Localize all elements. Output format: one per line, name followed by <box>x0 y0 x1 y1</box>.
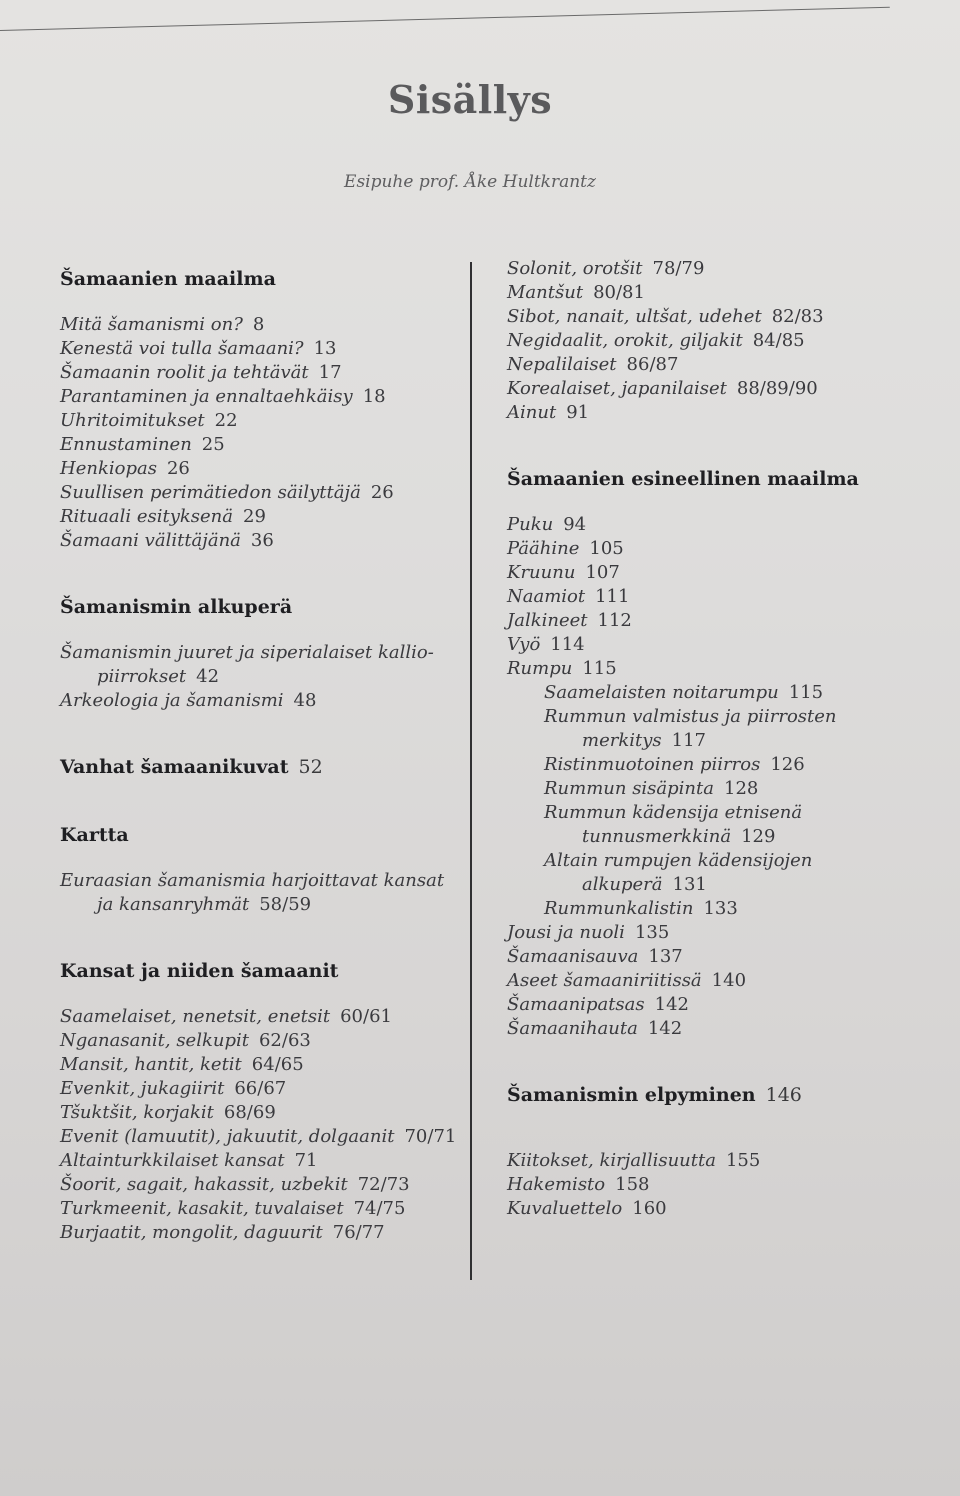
top-rule <box>0 7 890 31</box>
toc-entry <box>507 969 927 993</box>
toc-entry <box>507 609 927 633</box>
entry-page-number: 88/89/90 <box>736 378 818 399</box>
entry-title: Uhritoimitukset <box>60 410 205 431</box>
toc-entry <box>60 481 465 505</box>
entry-page-number: 8 <box>252 314 265 335</box>
heading-spacer <box>60 849 465 869</box>
entry-page-number: 58/59 <box>259 894 312 915</box>
entry-page-number: 105 <box>589 538 624 559</box>
toc-entry <box>507 401 927 425</box>
entry-page-number: 142 <box>654 994 689 1015</box>
entry-title: Rumpu <box>507 658 573 679</box>
entry-page-number: 60/61 <box>340 1006 392 1027</box>
entry-page-number: 64/65 <box>251 1054 304 1075</box>
entry-title: Euraasian šamanismia harjoittavat kansat <box>60 870 445 891</box>
entry-title: Rummun sisäpinta <box>544 778 714 799</box>
entry-list <box>60 313 465 553</box>
entry-title: Šamaani välittäjänä <box>60 530 241 551</box>
section-spacer <box>507 425 927 465</box>
toc-entry <box>507 281 927 305</box>
entry-page-number: 18 <box>362 386 386 407</box>
entry-title: Arkeologia ja šamanismi <box>60 690 284 711</box>
entry-page-number: 131 <box>672 874 707 895</box>
entry-title: Kruunu <box>507 562 576 583</box>
toc-entry <box>507 945 927 969</box>
entry-page-number: 112 <box>597 610 632 631</box>
toc-entry <box>60 689 465 713</box>
entry-title: Nepalilaiset <box>507 354 617 375</box>
entry-page-number: 114 <box>550 634 585 655</box>
section-heading <box>507 1081 927 1109</box>
toc-entry <box>507 777 927 801</box>
toc-entry <box>507 305 927 329</box>
toc-entry <box>507 729 927 753</box>
toc-entry <box>507 705 927 729</box>
continued-entry-list <box>507 257 927 425</box>
entry-title: Ristinmuotoinen piirros <box>544 754 761 775</box>
toc-entry <box>507 1173 927 1197</box>
entry-page-number: 68/69 <box>223 1102 276 1123</box>
entry-page-number: 78/79 <box>652 258 705 279</box>
entry-title: Saamelaisten noitarumpu <box>544 682 779 703</box>
entry-title: Korealaiset, japanilaiset <box>507 378 727 399</box>
toc-entry <box>507 897 927 921</box>
entry-page-number: 115 <box>582 658 617 679</box>
entry-page-number: 13 <box>313 338 337 359</box>
toc-entry <box>507 753 927 777</box>
entry-title: Jalkineet <box>507 610 588 631</box>
section-spacer <box>60 553 465 593</box>
section-spacer <box>60 917 465 957</box>
toc-entry <box>507 681 927 705</box>
entry-title: piirrokset <box>97 666 187 687</box>
section-heading <box>60 957 465 985</box>
entry-page-number: 17 <box>318 362 342 383</box>
entry-title: Ainut <box>507 402 557 423</box>
toc-entry <box>60 457 465 481</box>
entry-page-number: 48 <box>293 690 317 711</box>
section-heading-text: Kartta <box>60 824 129 846</box>
entry-title: Rummun kädensija etnisenä <box>544 802 803 823</box>
entry-title: Naamiot <box>507 586 586 607</box>
entry-list <box>507 513 927 1041</box>
entry-title: Rummun valmistus ja piirrosten <box>544 706 837 727</box>
toc-entry <box>60 869 465 893</box>
section-heading-text: Šamaanien esineellinen maailma <box>507 468 859 490</box>
entry-title: Mantšut <box>507 282 584 303</box>
toc-entry <box>60 1053 465 1077</box>
entry-title: Evenit (lamuutit), jakuutit, dolgaanit <box>60 1126 395 1147</box>
entry-title: Rituaali esityksenä <box>60 506 234 527</box>
toc-entry <box>60 893 465 917</box>
toc-entry <box>60 1029 465 1053</box>
entry-title: ja kansanryhmät <box>97 894 250 915</box>
page-title: Sisällys <box>387 77 553 123</box>
toc-entry <box>60 337 465 361</box>
entry-title: Ennustaminen <box>60 434 192 455</box>
entry-title: Tšuktšit, korjakit <box>60 1102 214 1123</box>
entry-page-number: 22 <box>214 410 238 431</box>
entry-page-number: 115 <box>788 682 824 703</box>
entry-title: Suullisen perimätiedon säilyttäjä <box>60 482 361 503</box>
entry-page-number: 160 <box>632 1198 667 1219</box>
entry-page-number: 126 <box>770 754 805 775</box>
toc-entry <box>60 1101 465 1125</box>
toc-entry <box>507 1197 927 1221</box>
entry-title: Turkmeenit, kasakit, tuvalaiset <box>60 1198 344 1219</box>
toc-entry <box>60 1125 465 1149</box>
heading-spacer <box>60 293 465 313</box>
entry-page-number: 91 <box>566 402 590 423</box>
entry-page-number: 86/87 <box>626 354 679 375</box>
entry-title: Altain rumpujen kädensijojen <box>544 850 813 871</box>
entry-page-number: 72/73 <box>357 1174 410 1195</box>
entry-page-number: 71 <box>294 1150 318 1171</box>
entry-title: Parantaminen ja ennaltaehkäisy <box>60 386 353 407</box>
toc-entry <box>60 1005 465 1029</box>
entry-title: Burjaatit, mongolit, daguurit <box>60 1222 323 1243</box>
entry-title: Puku <box>507 514 554 535</box>
toc-entry <box>60 665 465 689</box>
entry-page-number: 26 <box>370 482 394 503</box>
toc-entry <box>60 1221 465 1245</box>
left-column <box>60 265 465 1245</box>
heading-spacer <box>60 985 465 1005</box>
entry-page-number: 117 <box>671 730 706 751</box>
section-heading <box>60 753 465 781</box>
end-entry-list <box>507 1149 927 1221</box>
toc-entry <box>507 1149 927 1173</box>
toc-entry <box>60 1197 465 1221</box>
entry-title: Nganasanit, selkupit <box>60 1030 249 1051</box>
toc-entry <box>60 385 465 409</box>
entry-page-number: 74/75 <box>353 1198 406 1219</box>
toc-entry <box>60 505 465 529</box>
entry-title: Sibot, nanait, ultšat, udehet <box>507 306 762 327</box>
toc-entry <box>507 537 927 561</box>
section-heading-text: Šamanismin elpyminen <box>507 1084 756 1106</box>
toc-entry <box>507 585 927 609</box>
entry-title: Henkiopas <box>60 458 157 479</box>
entry-page-number: 76/77 <box>332 1222 385 1243</box>
column-divider <box>470 262 472 1280</box>
entry-title: Negidaalit, orokit, giljakit <box>507 330 743 351</box>
entry-page-number: 70/71 <box>404 1126 457 1147</box>
toc-entry <box>507 657 927 681</box>
toc-entry <box>507 513 927 537</box>
toc-entry <box>507 825 927 849</box>
section-heading <box>60 593 465 621</box>
section-heading-text: Kansat ja niiden šamaanit <box>60 960 339 982</box>
toc-entry <box>507 921 927 945</box>
toc-entry <box>507 561 927 585</box>
section-heading-text: Šamanismin alkuperä <box>60 596 293 618</box>
toc-entry <box>60 641 465 665</box>
entry-title: Vyö <box>507 634 541 655</box>
entry-page-number: 111 <box>595 586 630 607</box>
entry-page-number: 62/63 <box>258 1030 311 1051</box>
section-page-number: 52 <box>298 756 323 778</box>
entry-title: Šoorit, sagait, hakassit, uzbekit <box>60 1174 348 1195</box>
toc-entry <box>60 313 465 337</box>
section-spacer <box>507 1041 927 1081</box>
toc-entry <box>507 993 927 1017</box>
entry-page-number: 36 <box>250 530 274 551</box>
heading-spacer <box>507 493 927 513</box>
entry-title: alkuperä <box>582 874 663 895</box>
entry-title: merkitys <box>582 730 662 751</box>
entry-title: Šamaanin roolit ja tehtävät <box>60 362 309 383</box>
entry-list <box>60 1005 465 1245</box>
entry-page-number: 137 <box>648 946 683 967</box>
entry-page-number: 84/85 <box>752 330 805 351</box>
toc-entry <box>507 377 927 401</box>
entry-title: Mansit, hantit, ketit <box>60 1054 242 1075</box>
toc-entry <box>60 529 465 553</box>
section-spacer <box>60 781 465 821</box>
entry-page-number: 128 <box>724 778 759 799</box>
section-heading <box>60 265 465 293</box>
toc-entry <box>507 633 927 657</box>
entry-page-number: 129 <box>741 826 776 847</box>
toc-entry <box>507 329 927 353</box>
entry-page-number: 158 <box>615 1174 650 1195</box>
entry-page-number: 155 <box>725 1150 761 1171</box>
entry-title: Šamaanipatsas <box>507 994 645 1015</box>
entry-title: Rummunkalistin <box>544 898 694 919</box>
entry-page-number: 26 <box>166 458 190 479</box>
toc-entry <box>60 1173 465 1197</box>
entry-page-number: 66/67 <box>234 1078 287 1099</box>
entry-title: Kenestä voi tulla šamaani? <box>60 338 304 359</box>
entry-title: Kiitokset, kirjallisuutta <box>507 1150 716 1171</box>
section-heading <box>60 821 465 849</box>
entry-title: Hakemisto <box>507 1174 606 1195</box>
entry-page-number: 135 <box>634 922 670 943</box>
entry-title: Päähine <box>507 538 580 559</box>
toc-entry <box>60 1077 465 1101</box>
entry-page-number: 133 <box>703 898 738 919</box>
entry-page-number: 42 <box>196 666 220 687</box>
entry-title: tunnusmerkkinä <box>582 826 732 847</box>
entry-page-number: 29 <box>243 506 266 527</box>
entry-title: Jousi ja nuoli <box>507 922 625 943</box>
toc-entry <box>60 1149 465 1173</box>
entry-page-number: 25 <box>201 434 225 455</box>
toc-entry <box>60 409 465 433</box>
entry-page-number: 142 <box>647 1018 683 1039</box>
heading-spacer <box>60 621 465 641</box>
entry-title: Altainturkkilaiset kansat <box>60 1150 285 1171</box>
toc-entry <box>60 433 465 457</box>
section-spacer <box>60 713 465 753</box>
toc-entry <box>507 873 927 897</box>
section-heading-text: Šamaanien maailma <box>60 268 276 290</box>
entry-page-number: 140 <box>711 970 747 991</box>
entry-title: Saamelaiset, nenetsit, enetsit <box>60 1006 331 1027</box>
entry-title: Aseet šamaaniriitissä <box>507 970 702 991</box>
entry-list <box>60 869 465 917</box>
entry-list <box>60 641 465 713</box>
section-heading <box>507 465 927 493</box>
entry-title: Mitä šamanismi on? <box>60 314 243 335</box>
toc-entry <box>507 849 927 873</box>
section-spacer <box>507 1109 927 1149</box>
toc-entry <box>507 801 927 825</box>
entry-title: Šamaanihauta <box>507 1018 638 1039</box>
entry-page-number: 82/83 <box>771 306 824 327</box>
toc-entry <box>60 361 465 385</box>
toc-entry <box>507 1017 927 1041</box>
entry-page-number: 107 <box>585 562 620 583</box>
entry-title: Evenkit, jukagiirit <box>60 1078 225 1099</box>
entry-title: Kuvaluettelo <box>507 1198 623 1219</box>
right-column <box>507 257 927 1221</box>
entry-title: Solonit, orotšit <box>507 258 643 279</box>
entry-title: Šamanismin juuret ja siperialaiset kallio- <box>60 642 434 663</box>
toc-entry <box>507 257 927 281</box>
entry-page-number: 94 <box>563 514 587 535</box>
foreword-entry: Esipuhe prof. Åke Hultkrantz <box>344 172 596 192</box>
entry-page-number: 80/81 <box>593 282 645 303</box>
toc-entry <box>507 353 927 377</box>
section-heading-text: Vanhat šamaanikuvat <box>60 756 289 778</box>
entry-title: Šamaanisauva <box>507 946 639 967</box>
section-page-number: 146 <box>765 1084 802 1106</box>
